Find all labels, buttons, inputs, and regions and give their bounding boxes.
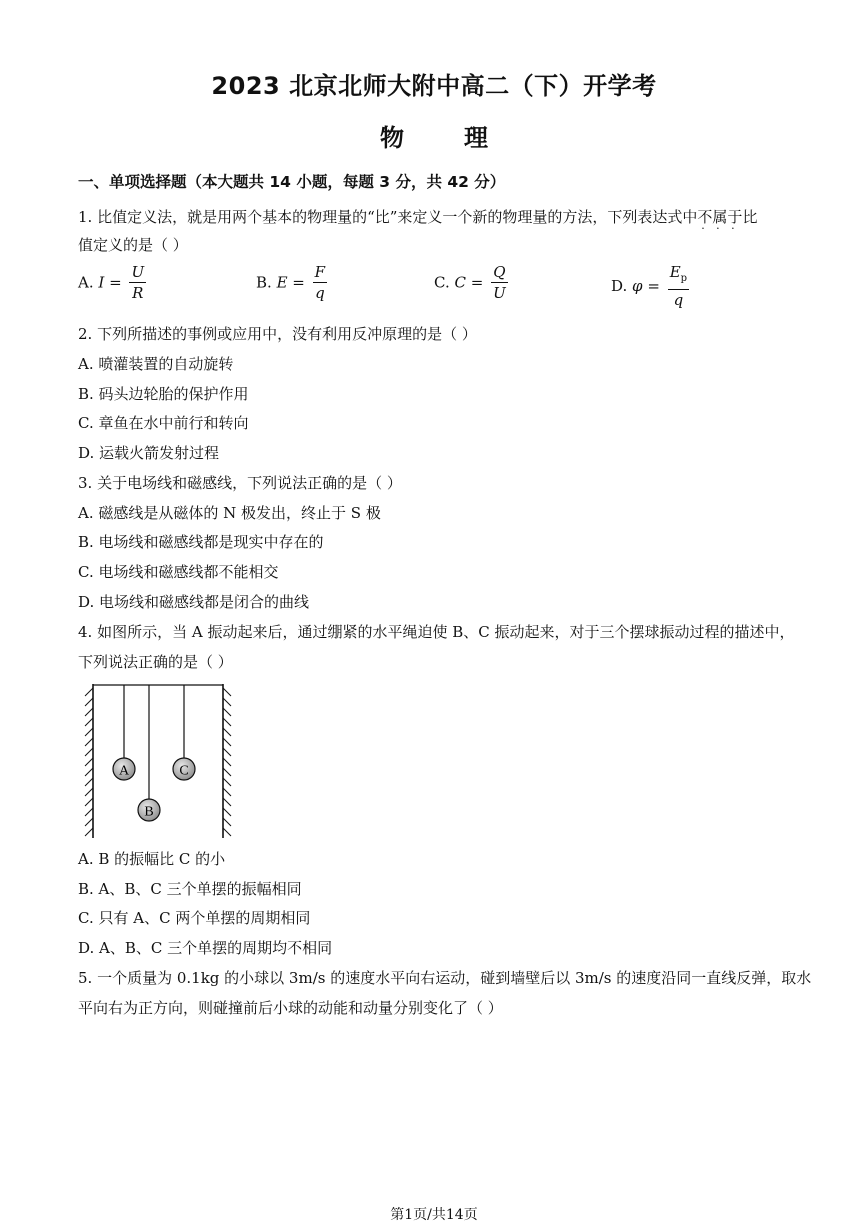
numerator: F (314, 263, 326, 281)
denominator: U (493, 284, 506, 302)
q4-option: C. 只有 A、C 两个单摆的周期相同 (78, 909, 311, 927)
q1-stem-line2: 值定义的是（ ） (78, 236, 188, 254)
q3-option: D. 电场线和磁感线都是闭合的曲线 (78, 593, 310, 611)
formula-fraction (491, 262, 508, 303)
ball-label-b: B (144, 804, 154, 820)
q1-stem-text: 比 (742, 208, 758, 226)
q1-option-d: D. φ = $\frac{E_p}{q}$ (611, 263, 688, 309)
exam-title: 2023 北京北师大附中高二（下）开学考 (211, 72, 657, 100)
q1-option-b: B. E = $\frac{F}{q}$ (256, 263, 326, 302)
formula-lhs: C (454, 273, 466, 292)
subject-char: 理 (464, 124, 488, 152)
q5-stem-line2: 平向右为正方向，则碰撞前后小球的动能和动量分别变化了（ ） (78, 999, 503, 1017)
q3-option: C. 电场线和磁感线都不能相交 (78, 563, 279, 581)
q2-option: D. 运载火箭发射过程 (78, 444, 220, 462)
numerator-main: E (669, 263, 681, 281)
q1-option-a: A. I = $\frac{U}{R}$ (78, 263, 145, 302)
ball-label-c: C (179, 763, 189, 779)
q4-option: B. A、B、C 三个单摆的振幅相同 (78, 880, 302, 898)
option-label: B. (256, 273, 272, 292)
option-label: D. (611, 277, 628, 295)
q4-option: D. A、B、C 三个单摆的周期均不相同 (78, 939, 333, 957)
section-heading: 一、单项选择题（本大题共 14 小题，每题 3 分，共 42 分） (78, 173, 506, 191)
page-footer: 第1页/共14页 (390, 1207, 478, 1223)
subject-char: 物 (380, 124, 404, 152)
formula-fraction (129, 262, 146, 303)
q3-option: B. 电场线和磁感线都是现实中存在的 (78, 533, 324, 551)
formula-lhs: φ (632, 277, 643, 295)
option-label: C. (434, 273, 450, 292)
denominator: R (132, 284, 144, 302)
pendulum-diagram (78, 680, 240, 840)
q2-option: B. 码头边轮胎的保护作用 (78, 385, 249, 403)
q2-option: C. 章鱼在水中前行和转向 (78, 414, 249, 432)
numerator: Q (493, 263, 506, 281)
q2-stem: 2. 下列所描述的事例或应用中，没有利用反冲原理的是（ ） (78, 325, 477, 343)
left-wall (85, 684, 93, 838)
q1-stem-text: 1. 比值定义法，就是用两个基本的物理量的“比”来定义一个新的物理量的方法，下列表达式中 (78, 208, 698, 226)
formula-fraction (668, 262, 689, 310)
denominator: q (673, 291, 684, 309)
denominator: q (315, 284, 325, 302)
formula-fraction (313, 262, 327, 303)
q4-stem-line1: 4. 如图所示，当 A 振动起来后，通过绷紧的水平绳迫使 B、C 振动起来，对于三个摆球振动过程的描述中， (78, 623, 795, 641)
numerator (668, 262, 689, 290)
numerator: U (131, 263, 145, 281)
q1-option-c: C. C = $\frac{Q}{U}$ (434, 263, 506, 302)
right-wall (223, 684, 231, 838)
q3-option: A. 磁感线是从磁体的 N 极发出，终止于 S 极 (78, 504, 381, 522)
q5-stem-line1: 5. 一个质量为 0.1kg 的小球以 3m/s 的速度水平向右运动，碰到墙壁后以 3m/s 的速度沿同一直线反弹，取水 (78, 969, 812, 987)
q3-stem: 3. 关于电场线和磁感线，下列说法正确的是（ ） (78, 474, 402, 492)
formula-lhs: E (276, 273, 288, 292)
q4-stem-line2: 下列说法正确的是（ ） (78, 653, 233, 671)
option-label: A. (78, 273, 94, 292)
subject-title (0, 118, 868, 153)
formula-lhs: I (98, 273, 105, 292)
numerator-subscript: p (680, 273, 688, 284)
q1-stem-line1 (78, 206, 757, 227)
q1-emphasis: 不属于 · · · (697, 208, 742, 226)
pendulum-figure (78, 680, 240, 840)
q2-option: A. 喷灌装置的自动旋转 (78, 355, 234, 373)
q4-option: A. B 的振幅比 C 的小 (78, 850, 226, 868)
ball-label-a: A (118, 763, 130, 779)
